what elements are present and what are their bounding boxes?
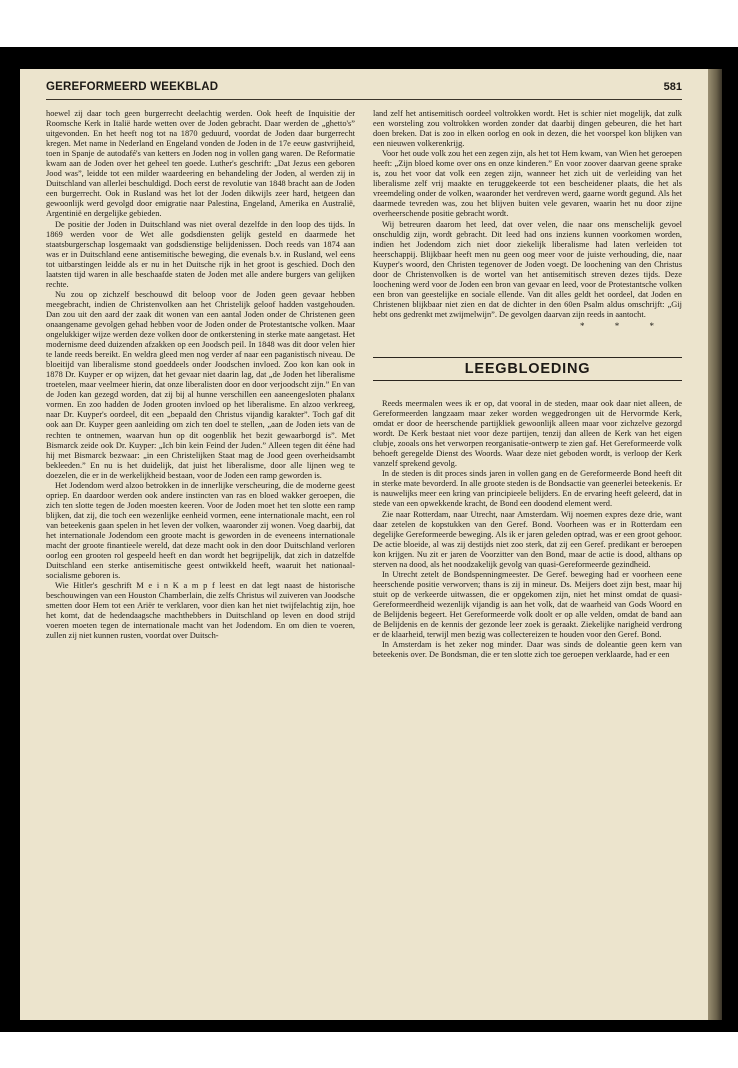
scan-border-left — [0, 47, 20, 1032]
paragraph: Voor het oude volk zou het een zegen zijn, als het tot Hem kwam, van Wien het geroepen heeft: „Zijn bloed kome over ons en onze kinderen.” En voor zoover daarvan geene sprake is, zou het voor dat volk een zegen zijn, wanneer het zich uit de verleiding van het liberalisme zelf vrij maakte en teruggekeerde tot een bescheidener plaats, die het als vreemdeling onder de volken, waaronder het verdreven werd, gaarne wordt gegund. Als het daarmede tevreden was, zou het blijven buiten vele gevaren, waarin het nu door zijne overheerschende positie gebracht wordt. — [373, 149, 682, 219]
magazine-page — [20, 69, 708, 1020]
section-separator-stars: * * * — [580, 320, 668, 331]
top-margin — [0, 0, 738, 47]
book-spine — [708, 69, 722, 1020]
scan-border-top — [0, 47, 738, 69]
right-column — [373, 109, 682, 660]
paragraph: Wij betreuren daarom het leed, dat over velen, die naar ons menschelijk gevoel onschuldig zijn, wordt gebracht. Dit leed had ons inziens kunnen voorkomen worden, indien het Jodendom zich niet door ziekelijk liberalisme had laten verleiden tot heerschappij. Blijkbaar heeft men nu geen oog meer voor de juiste verhouding, die, naar Kuyper's woord, den Christen tegenover de Joden voegt. De loochening van den Christus door de Christenvolken is de wortel van het antisemitisch streven dezes tijds. Deze loochening werd voor de Joden een bron van gevaar en leed, voor de Protestantsche volken een bron van geestelijke en sociale ellende. Van dit alles geldt het oordeel, dat Joden en Christenen blijkbaar niet zien en dat de dichter in den 60en Psalm aldus omschrijft: „Gij hebt ons gedrenkt met zwijmelwijn”. De gevolgen daarvan zijn reeds in aantocht. — [373, 219, 682, 319]
paragraph: Nu zou op zichzelf beschouwd dit beloop voor de Joden geen gevaar hebben meegebracht, indien de Christenvolken aan het Christelijk geloof hadden vastgehouden. Dan zou uit den aard der zaak dit wonen van een aantal Joden onder de Christenen geen onaangename gevolgen gehad hebben voor de Joden onder de Protestantsche volken. Maar ongelukkiger wijze werden deze volken door de ontkerstening in sterke mate aangetast. Het modernisme deed duizenden afzakken op een Joodsch peil. In 1848 was dit door velen hier te lande reeds bereikt. En weldra gleed men nog verder af naar een paganistisch niveau. De bloeitijd van liberalisme stond goeddeels onder Joodschen invloed. Zoo kon kan ook in 1878 Dr. Kuyper er op wijzen, dat het gevaar niet daarin lag, dat „de Joden het liberalisme troetelen, maar veelmeer hierin, dat onze liberalisten door en door verjoodscht zijn.” En van de Joden kan gezegd worden, dat zij bij al hunne verschillen een aaneengesloten phalanx vormen. En zoo hadden de Joden grooten invloed op het liberalisme. En alzoo verkreeg, naar Dr. Kuyper's oordeel, dit een „bepaald den Christus vijandig karakter”. Toch gaf dit ook aan Dr. Kuyper geen aanleiding om zich ten doel te stellen, „aan de Joden iets van de rechten te ontnemen, waarvan hun op dit oogenblik het bezit gewaarborgd is”. Met Bismarck zeide ook Dr. Kuyper: „Ich bin kein Feind der Juden.” Alleen tegen dit ééne had hij met Bismarck bezwaar: „in een Christelijken Staat mag de Jood geen overheidsambt bekleeden.” En nu is het duidelijk, dat juist het liberalisme, door alle lijnen weg te doezelen, die er in de werkelijkheid bestaan, voor de Joden een ramp geworden is. — [46, 289, 355, 480]
section-heading: LEEGBLOEDING — [464, 360, 591, 377]
paragraph: Zie naar Rotterdam, naar Utrecht, naar Amsterdam. Wij noemen expres deze drie, want daar zetelen de kopstukken van den Geref. Bond. Voorheen was er in Rotterdam een degelijke Gereformeerde beweging. Als ik er jaren geleden optrad, was er een groot gehoor. De actie bloeide, al was zij destijds niet zoo sterk, dat zij een Geref. predikant er beroepen kon krijgen. Nu zit er jaren de Voorzitter van den Bond, maar de actie is dood, althans op sterven na dood, als het noodzakelijk gevolg van quasi-Gereformeerde gezindheid. — [373, 509, 682, 569]
paragraph: In de steden is dit proces sinds jaren in vollen gang en de Gereformeerde Bond heeft dit in sterke mate bevorderd. In alle groote steden is de Bondsactie van geenerlei beteekenis. Er is nauwelijks meer een kring van principieele belijders. En de ervaring heeft geleerd, dat in stede van een opwekkende kracht, de Bond een doodend element werd. — [373, 469, 682, 509]
paragraph: land zelf het antisemitisch oordeel voltrokken wordt. Het is schier niet mogelijk, dat zulk een worsteling zou voltrokken worden zonder dat daarbij dingen gebeuren, die het hart doen breken. Dat is zoo in elken oorlog en ook in dezen, die het voorspel kon blijken van een nieuwen volkerenkrijg. — [373, 109, 682, 149]
paragraph: In Amsterdam is het zeker nog minder. Daar was sinds de doleantie geen kern van beteekenis over. De Bondsman, die er ten slotte zich toe geroepen verklaarde, had er een — [373, 640, 682, 660]
left-column — [46, 109, 355, 641]
paragraph: Wie Hitler's geschrift M e i n K a m p f leest en dat legt naast de historische beschouwingen van een Houston Chamberlain, die zelfs Christus wil zuiveren van Joodsche smetten door Hem tot een Ariër te verklaren, voor dien kan het niet twijfelachtig zijn, hoe het komt, dat de hedendaagsche machthebbers in Duitschland op leven en dood strijd voeren moeten tegen de internationale macht van het Jodendom. En om dien te voeren, zullen zij niet kunnen rusten, voordat over Duitsch- — [46, 581, 355, 641]
scan-border-bottom — [0, 1020, 738, 1032]
paragraph: hoewel zij daar toch geen burgerrecht deelachtig werden. Ook heeft de Inquisitie der Roomsche Kerk in Italië harde wetten over de Joden gebracht. Daar werden de „ghetto's” uitgevonden. En het heeft nog tot na 1870 geduurd, voordat de Joden daar burgerrecht kregen. Met name in Nederland en Engeland vonden de Joden in de 17e eeuw gastvrijheid, toen in Spanje de autodafé's van ketters en Joden nog in vollen gang waren. De Reformatie kwam aan de Joden over het geheel ten goede. Luther's geschrift: „Dat Jezus een geboren Jood was”, leidde tot een milder waardeering en behandeling der Joden, al werden zij in Duitschland van allerlei beschuldigd. Doch eerst de revolutie van 1848 bracht aan de Joden een burgerrecht. Ook in Rusland was het lot der Joden dikwijls zeer hard, hetgeen dan gewoonlijk werd gevolgd door emigratie naar Palestina, Engeland, Amerika en Australië, Argentinië en dergelijke gebieden. — [46, 109, 355, 219]
paragraph: In Utrecht zetelt de Bondspenningmeester. De Geref. beweging had er voorheen eene heerschende positie verworven; thans is zij in mineur. Ds. Meijers doet zijn best, maar hij stuit op de verkeerde uitwassen, die er opgekomen zijn, niet het minst omdat de quasi-Gereformeerdheid wezenlijk vijandig is aan het volk, dat de waarheid van Gods Woord en de Belijdenis begeert. Het Gereformeerde volk doolt er op alle velden, omdat de band aan de Belijdenis en de kennis der gezonde leer zoek is geraakt. Ziekelijke narigheid verdrong er de klaarheid, terwijl men bezig was collectereizen te houden voor den Geref. Bond. — [373, 569, 682, 640]
paragraph: Het Jodendom werd alzoo betrokken in de innerlijke verscheuring, die de moderne geest opriep. En daardoor werden ook andere instincten van ras en bloed wakker geroepen, die zich ten slotte tegen de Joden moesten keeren. Voor de Joden moet het ten slotte een ramp blijken, dat zij, die toch een wezenlijke eenheid vormen, eene internationale macht, een rol van beteekenis gaan spelen in het leven der volken, waaronder zij wonen. Voeg daarbij, dat het internationale Jodendom een groote macht is geworden in de eveneens internationale macht der groote finantieele wereld, dat deze macht ook in den door Duitschland verloren oorlog een grooten rol gespeeld heeft en dan wordt het begrijpelijk, dat zich in datzelfde Duitschland een sterke antisemitische geest ontwikkeld heeft, waaruit het nationaal-socialisme geboren is. — [46, 480, 355, 581]
paragraph: De positie der Joden in Duitschland was niet overal dezelfde in den loop des tijds. In 1869 werden voor de Wet alle godsdiensten gelijk gesteld en daarmede het staatsburgerschap losgemaakt van godsdienstige belijdenissen. Doch reeds van 1874 aan was er in Duitschland eene antisemitische beweging, die evenals b.v. in Rusland, wel eens tot uitbarstingen leidde als er nu in het Duitsche rijk in het groot is geschied. Doch den laatsten tijd waren in alle beschaafde staten de Joden met alle andere burgers van gelijken rechte. — [46, 219, 355, 289]
running-header — [46, 79, 682, 100]
section-heading-box — [373, 357, 682, 381]
scan-border-right — [722, 47, 738, 1032]
paragraph: Reeds meermalen wees ik er op, dat vooral in de steden, maar ook daar niet alleen, de Gereformeerden langzaam maar zeker worden weggedrongen uit de Hervormde Kerk, omdat er door de heerschende partijkliek gewoonlijk alleen maar voor zichzelve gezorgd wordt. De Kerk bestaat niet voor deze partijen, tenzij dan alleen de Kerk van het eigen clubje, zooals ons het verworpen reorganisatie-ontwerp te zien gaf. Het Gereformeerde volk behoeft geregelde Dienst des Woords. Waar deze niet geboden wordt, is verloop der Kerk vanzelf sprekend gevolg. — [373, 398, 682, 469]
publication-title: GEREFORMEERD WEEKBLAD — [46, 81, 219, 93]
page-number: 581 — [663, 81, 682, 93]
